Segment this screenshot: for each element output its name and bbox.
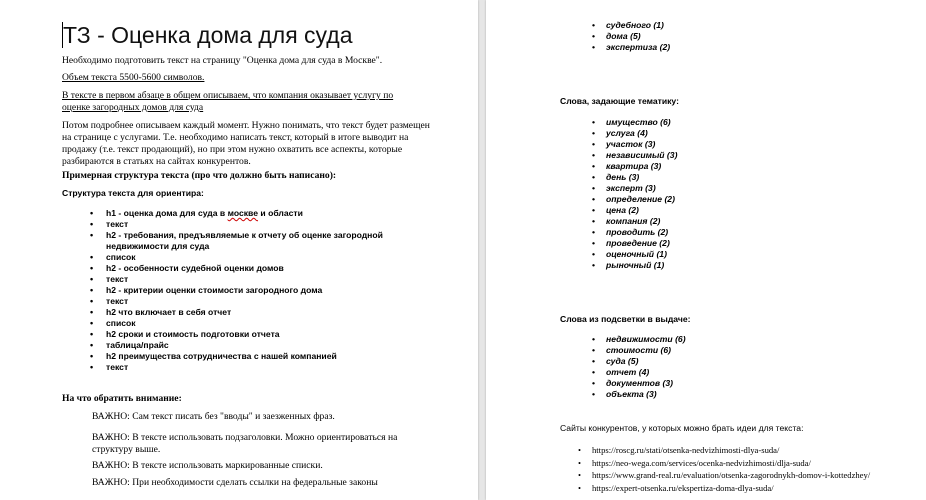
- keyword-item[interactable]: • стоимости (6): [592, 345, 892, 356]
- note-paragraph[interactable]: ВАЖНО: При необходимости сделать ссылки на федеральные законы: [92, 477, 378, 488]
- note-paragraph[interactable]: ВАЖНО: В тексте использовать подзаголовки. Можно ориентироваться на структуру выше.: [92, 432, 398, 455]
- keyword-item[interactable]: • день (3): [592, 172, 892, 183]
- note-paragraph[interactable]: ВАЖНО: Сам текст писать без "вводы" и заезженных фраз.: [92, 411, 335, 422]
- structure-outline-list: [86, 208, 446, 373]
- outline-item[interactable]: • h2 - требования, предъявляемые к отчету об оценке загородной недвижимости для суда: [86, 230, 446, 252]
- outline-item[interactable]: • таблица/прайс: [86, 340, 446, 351]
- competitor-link[interactable]: • https://expert-otsenka.ru/ekspertiza-doma-dlya-suda/: [578, 482, 923, 495]
- keyword-item[interactable]: • цена (2): [592, 205, 892, 216]
- structure-heading[interactable]: Примерная структура текста (про что должно быть написано):: [62, 170, 337, 181]
- outline-item[interactable]: • текст: [86, 296, 446, 307]
- keyword-item[interactable]: • имущество (6): [592, 117, 892, 128]
- keyword-item[interactable]: • экспертиза (2): [592, 42, 892, 53]
- document-title[interactable]: ТЗ - Оценка дома для суда: [63, 22, 353, 48]
- outline-item[interactable]: • h2 - особенности судебной оценки домов: [86, 263, 446, 274]
- outline-item[interactable]: • текст: [86, 219, 446, 230]
- keyword-item[interactable]: • объекта (3): [592, 389, 892, 400]
- structure-subheading[interactable]: Структура текста для ориентира:: [62, 188, 204, 198]
- keyword-item[interactable]: • недвижимости (6): [592, 334, 892, 345]
- highlight-words-list: [592, 334, 892, 400]
- outline-item-text: h1 - оценка дома для суда в: [106, 208, 228, 218]
- keyword-item[interactable]: • документов (3): [592, 378, 892, 389]
- highlight-words-heading[interactable]: Слова из подсветки в выдаче:: [560, 314, 691, 324]
- keyword-item[interactable]: • эксперт (3): [592, 183, 892, 194]
- keyword-item[interactable]: • дома (5): [592, 31, 892, 42]
- outline-item[interactable]: • список: [86, 318, 446, 329]
- attention-heading[interactable]: На что обратить внимание:: [62, 393, 182, 404]
- outline-item[interactable]: • h2 что включает в себя отчет: [86, 307, 446, 318]
- topic-words-list: [592, 117, 892, 271]
- keyword-item[interactable]: • участок (3): [592, 139, 892, 150]
- outline-item[interactable]: • текст: [86, 362, 446, 373]
- keyword-item[interactable]: • судебного (1): [592, 20, 892, 31]
- competitor-link[interactable]: • https://roscg.ru/stati/otsenka-nedvizhimosti-dlya-suda/: [578, 444, 923, 457]
- competitor-links-list: [578, 444, 923, 494]
- outline-item[interactable]: • h2 сроки и стоимость подготовки отчета: [86, 329, 446, 340]
- body-paragraph[interactable]: Потом подробнее описываем каждый момент. Нужно понимать, что текст будет размещен на странице с услугами. Т.е. необходимо написать текст, который в итоге выводит на продажу (т.е. текст продающий), но при этом нужно охватить все аспекты, которые разбираются в статьях на сайтах конкурентов.: [62, 120, 430, 167]
- outline-item[interactable]: • h2 преимущества сотрудничества с нашей компанией: [86, 351, 446, 362]
- keyword-item[interactable]: • услуга (4): [592, 128, 892, 139]
- outline-item-text: и области: [258, 208, 303, 218]
- competitor-link[interactable]: • https://www.grand-real.ru/evaluation/otsenka-zagorodnykh-domov-i-kottedzhey/: [578, 469, 923, 482]
- intro-paragraph[interactable]: Необходимо подготовить текст на страницу "Оценка дома для суда в Москве".: [62, 55, 383, 66]
- document-page-right: [486, 0, 926, 500]
- keyword-item[interactable]: • проведение (2): [592, 238, 892, 249]
- keyword-item[interactable]: • суда (5): [592, 356, 892, 367]
- keyword-item[interactable]: • отчет (4): [592, 367, 892, 378]
- topic-words-heading[interactable]: Слова, задающие тематику:: [560, 96, 679, 106]
- keyword-item[interactable]: • независимый (3): [592, 150, 892, 161]
- first-paragraph-note[interactable]: В тексте в первом абзаце в общем описываем, что компания оказывает услугу по оценке загородных домов для суда: [62, 90, 394, 113]
- outline-item[interactable]: • h2 - критерии оценки стоимости загородного дома: [86, 285, 446, 296]
- top-keyword-list: [592, 20, 892, 53]
- spellcheck-word: москве: [227, 208, 259, 218]
- keyword-item[interactable]: • рыночный (1): [592, 260, 892, 271]
- keyword-item[interactable]: • определение (2): [592, 194, 892, 205]
- keyword-item[interactable]: • квартира (3): [592, 161, 892, 172]
- outline-item[interactable]: • текст: [86, 274, 446, 285]
- note-paragraph[interactable]: ВАЖНО: В тексте использовать маркированные списки.: [92, 460, 323, 471]
- competitors-heading[interactable]: Сайты конкурентов, у которых можно брать идеи для текста:: [560, 423, 804, 433]
- keyword-item[interactable]: • оценочный (1): [592, 249, 892, 260]
- outline-item[interactable]: • список: [86, 252, 446, 263]
- keyword-item[interactable]: • проводить (2): [592, 227, 892, 238]
- volume-paragraph[interactable]: Объем текста 5500-5600 символов.: [62, 72, 205, 83]
- outline-item[interactable]: [86, 208, 446, 219]
- competitor-link[interactable]: • https://neo-wega.com/services/ocenka-nedvizhimosti/dlja-suda/: [578, 457, 923, 470]
- keyword-item[interactable]: • компания (2): [592, 216, 892, 227]
